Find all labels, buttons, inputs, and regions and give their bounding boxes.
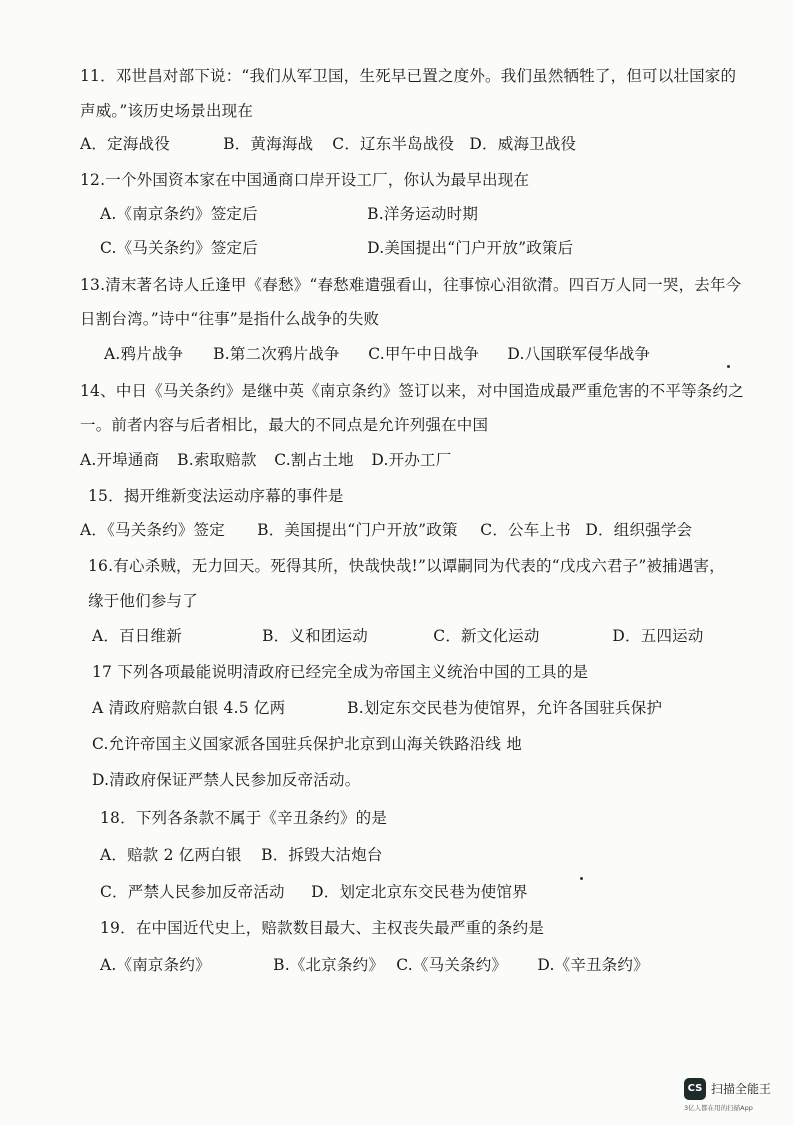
q11-options <box>80 134 576 154</box>
q19-options <box>100 955 649 975</box>
q16-stem-1: 16.有心杀贼，无力回天。死得其所，快哉快哉!”以谭嗣同为代表的“戊戌六君子”被捕遇害， <box>88 557 725 575</box>
q17-stem-1: 17 下列各项最能说明清政府已经完全成为帝国主义统治中国的工具的是 <box>92 663 589 681</box>
q15-stem-1: 15．揭开维新变法运动序幕的事件是 <box>88 487 344 505</box>
q12-option-a: A.《南京条约》签定后 <box>100 205 258 223</box>
q13-option-b: B.第二次鸦片战争 <box>213 345 340 363</box>
q11-stem-1: 11．邓世昌对部下说：“我们从军卫国，生死早已置之度外。我们虽然牺牲了，但可以壮国家的 <box>80 67 737 85</box>
scan-speck <box>727 365 730 368</box>
q16-stem-2: 缘于他们参与了 <box>88 592 198 610</box>
q12-option-b: B.洋务运动时期 <box>367 205 479 223</box>
q16-option-c: C．新文化运动 <box>433 627 540 645</box>
q18-option-c: C．严禁人民参加反帝活动 <box>100 883 285 901</box>
scanner-watermark <box>684 1078 790 1118</box>
q17-option-d: D.清政府保证严禁人民参加反帝活动。 <box>92 771 361 789</box>
q18-option-b: B．拆毁大沽炮台 <box>261 846 383 864</box>
q15-option-d: D．组织强学会 <box>585 521 693 539</box>
q15-option-b: B．美国提出“门户开放”政策 <box>257 521 458 539</box>
q13-options <box>104 344 650 364</box>
q13-option-d: D.八国联军侵华战争 <box>507 345 651 363</box>
q12-option-c: C.《马关条约》签定后 <box>100 239 258 257</box>
q18-options-1 <box>100 845 383 865</box>
q19-option-a: A.《南京条约》 <box>100 956 211 974</box>
q13-option-c: C.甲午中日战争 <box>368 345 480 363</box>
q15-options <box>80 520 692 540</box>
q14-option-c: C.割占土地 <box>274 451 354 469</box>
q11-option-a: A．定海战役 <box>80 135 170 153</box>
q16-option-a: A．百日维新 <box>92 627 182 645</box>
q13-stem-2: 日割台湾。”诗中“往事”是指什么战争的失败 <box>80 310 380 328</box>
q14-option-a: A.开埠通商 <box>80 451 160 469</box>
q14-stem-1: 14、中日《马关条约》是继中英《南京条约》签订以来，对中国造成最严重危害的不平等条约之 <box>80 382 744 400</box>
q13-stem-1: 13.清末著名诗人丘逢甲《春愁》“春愁难遣强看山，往事惊心泪欲潸。四百万人同一哭，去年今 <box>80 276 742 294</box>
q12-options-2 <box>100 238 573 258</box>
q17-option-c: C.允许帝国主义国家派各国驻兵保护北京到山海关铁路沿线 地 <box>92 735 522 753</box>
q18-stem-1: 18．下列各条款不属于《辛丑条约》的是 <box>100 809 388 827</box>
q16-options <box>92 626 704 646</box>
q14-option-d: D.开办工厂 <box>371 451 452 469</box>
q15-option-a: A．《马关条约》签定 <box>80 521 225 539</box>
q19-option-d: D.《辛丑条约》 <box>537 956 649 974</box>
q18-option-a: A．赔款 2 亿两白银 <box>100 846 242 864</box>
q11-option-b: B．黄海海战 <box>223 135 314 153</box>
q19-option-b: B.《北京条约》 <box>273 956 385 974</box>
q11-option-d: D．威海卫战役 <box>469 135 577 153</box>
q12-stem-1: 12.一个外国资本家在中国通商口岸开设工厂，你认为最早出现在 <box>80 171 530 189</box>
q19-option-c: C.《马关条约》 <box>396 956 508 974</box>
q17-options-1 <box>92 698 662 718</box>
q15-option-c: C．公车上书 <box>480 521 571 539</box>
q17-option-b: B.划定东交民巷为使馆界，允许各国驻兵保护 <box>347 699 663 717</box>
q16-option-d: D．五四运动 <box>612 627 704 645</box>
q18-options-2 <box>100 882 528 902</box>
q16-option-b: B．义和团运动 <box>262 627 368 645</box>
q19-stem-1: 19．在中国近代史上，赔款数目最大、主权丧失最严重的条约是 <box>100 919 545 937</box>
watermark-app-name: 扫描全能王 <box>711 1082 772 1096</box>
q14-options <box>80 450 451 470</box>
scan-speck <box>580 877 583 880</box>
q14-stem-2: 一。前者内容与后者相比，最大的不同点是允许列强在中国 <box>80 416 489 434</box>
q12-options-1 <box>100 204 478 224</box>
q17-option-a: A 清政府赔款白银 4.5 亿两 <box>92 699 286 717</box>
q18-option-d: D．划定北京东交民巷为使馆界 <box>311 883 528 901</box>
q11-option-c: C．辽东半岛战役 <box>332 135 455 153</box>
q12-option-d: D.美国提出“门户开放”政策后 <box>367 239 574 257</box>
camscanner-logo-icon: CS <box>684 1078 706 1100</box>
q13-option-a: A.鸦片战争 <box>104 345 184 363</box>
q14-option-b: B.索取赔款 <box>177 451 257 469</box>
watermark-tagline: 3亿人都在用的扫描App <box>684 1104 753 1112</box>
q11-stem-2: 声威。”该历史场景出现在 <box>80 102 254 120</box>
